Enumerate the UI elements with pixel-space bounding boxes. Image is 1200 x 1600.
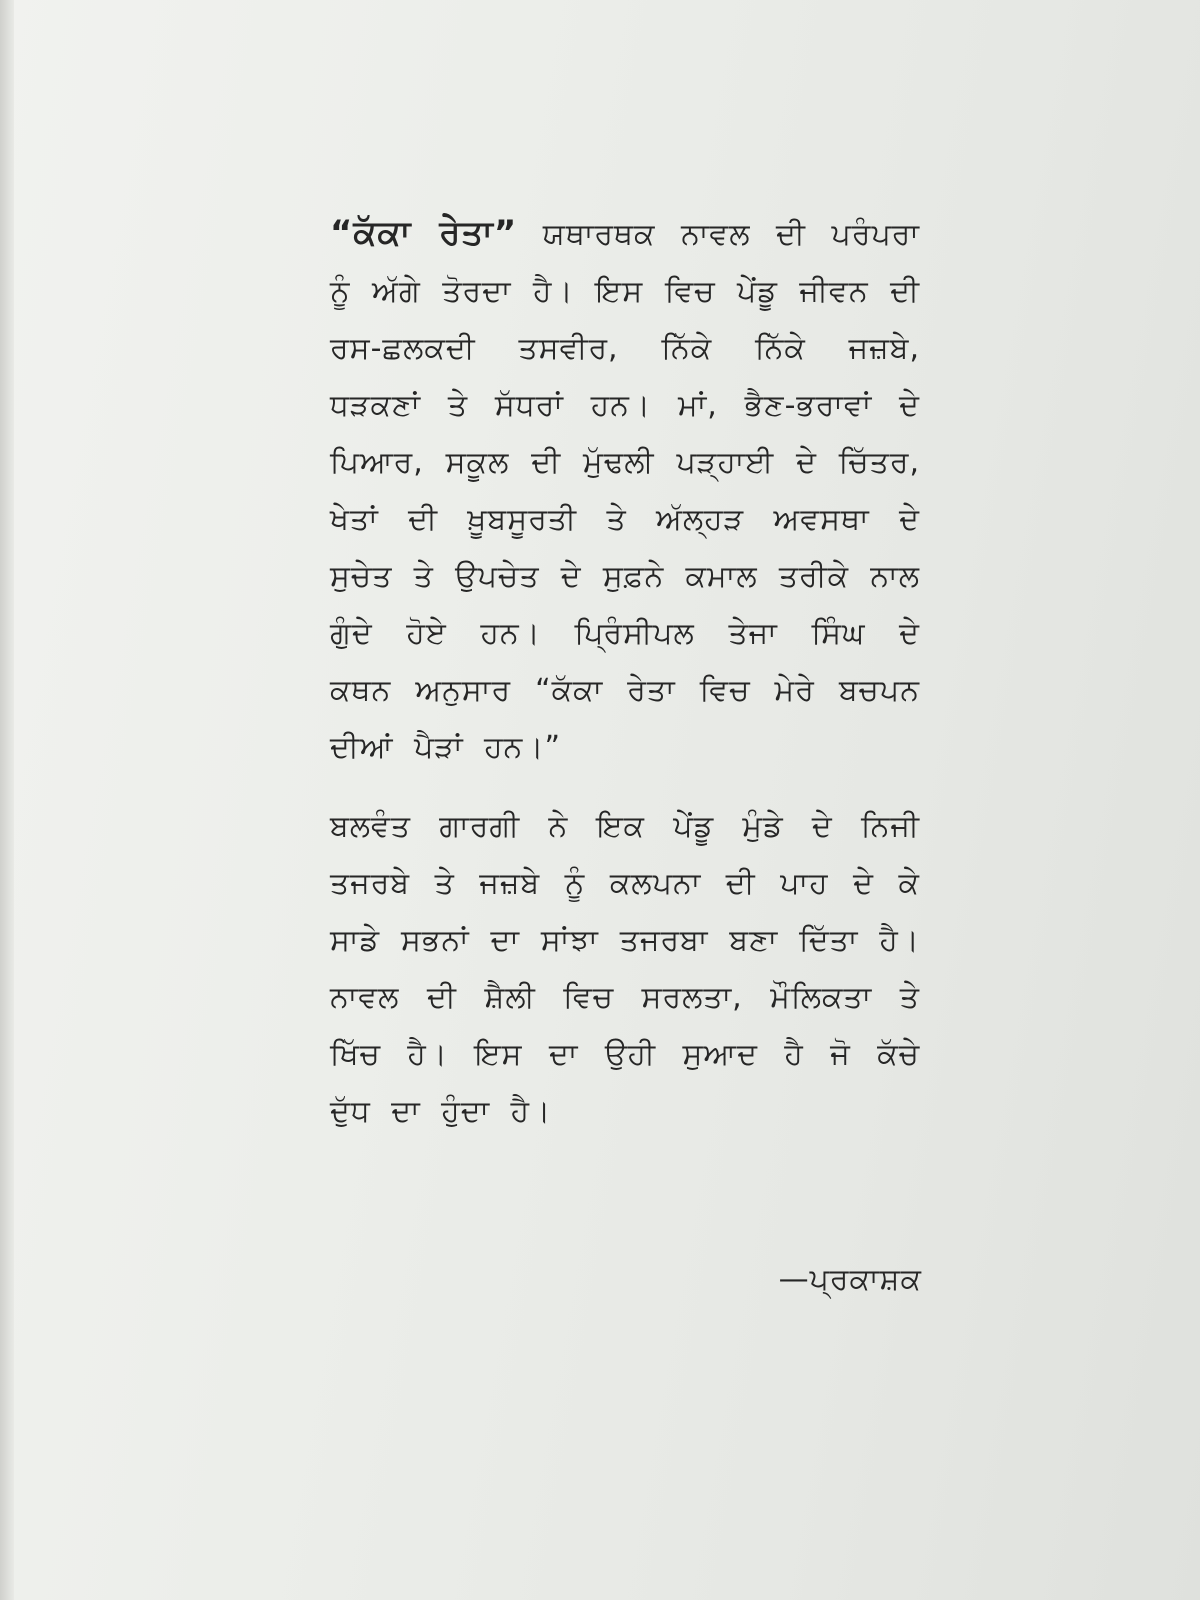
page-binding-edge	[0, 0, 14, 1600]
publisher-signature: —ਪ੍ਰਕਾਸ਼ਕ	[778, 1262, 922, 1297]
paragraph-2	[330, 798, 920, 1140]
paragraph-1	[330, 205, 920, 776]
paragraph-1-text: ਯਥਾਰਥਕ ਨਾਵਲ ਦੀ ਪਰੰਪਰਾ ਨੂੰ ਅੱਗੇ ਤੋਰਦਾ ਹੈ। ਇਸ ਵਿਚ ਪੇਂਡੂ ਜੀਵਨ ਦੀ ਰਸ-ਛਲਕਦੀ ਤਸਵੀਰ, ਨਿੱਕੇ ਨਿੱਕੇ ਜਜ਼ਬੇ, ਧੜਕਣਾਂ ਤੇ ਸੱਧਰਾਂ ਹਨ। ਮਾਂ, ਭੈਣ-ਭਰਾਵਾਂ ਦੇ ਪਿਆਰ, ਸਕੂਲ ਦੀ ਮੁੱਢਲੀ ਪੜ੍ਹਾਈ ਦੇ ਚਿੱਤਰ, ਖੇਤਾਂ ਦੀ ਖ਼ੂਬਸੂਰਤੀ ਤੇ ਅੱਲ੍ਹੜ ਅਵਸਥਾ ਦੇ ਸੁਚੇਤ ਤੇ ਉਪਚੇਤ ਦੇ ਸੁਫ਼ਨੇ ਕਮਾਲ ਤਰੀਕੇ ਨਾਲ ਗੁੰਦੇ ਹੋਏ ਹਨ। ਪ੍ਰਿੰਸੀਪਲ ਤੇਜਾ ਸਿੰਘ ਦੇ ਕਥਨ ਅਨੁਸਾਰ “ਕੱਕਾ ਰੇਤਾ ਵਿਚ ਮੇਰੇ ਬਚਪਨ ਦੀਆਂ ਪੈੜਾਂ ਹਨ।”	[330, 217, 920, 765]
publisher-note	[330, 205, 920, 1162]
paragraph-2-text: ਬਲਵੰਤ ਗਾਰਗੀ ਨੇ ਇਕ ਪੇਂਡੂ ਮੁੰਡੇ ਦੇ ਨਿਜੀ ਤਜਰਬੇ ਤੇ ਜਜ਼ਬੇ ਨੂੰ ਕਲਪਨਾ ਦੀ ਪਾਹ ਦੇ ਕੇ ਸਾਡੇ ਸਭਨਾਂ ਦਾ ਸਾਂਝਾ ਤਜਰਬਾ ਬਣਾ ਦਿੱਤਾ ਹੈ। ਨਾਵਲ ਦੀ ਸ਼ੈਲੀ ਵਿਚ ਸਰਲਤਾ, ਮੌਲਿਕਤਾ ਤੇ ਖਿੱਚ ਹੈ। ਇਸ ਦਾ ਉਹੀ ਸੁਆਦ ਹੈ ਜੋ ਕੱਚੇ ਦੁੱਧ ਦਾ ਹੁੰਦਾ ਹੈ।	[330, 809, 920, 1129]
book-title-quote: “ਕੱਕਾ ਰੇਤਾ”	[330, 213, 518, 253]
